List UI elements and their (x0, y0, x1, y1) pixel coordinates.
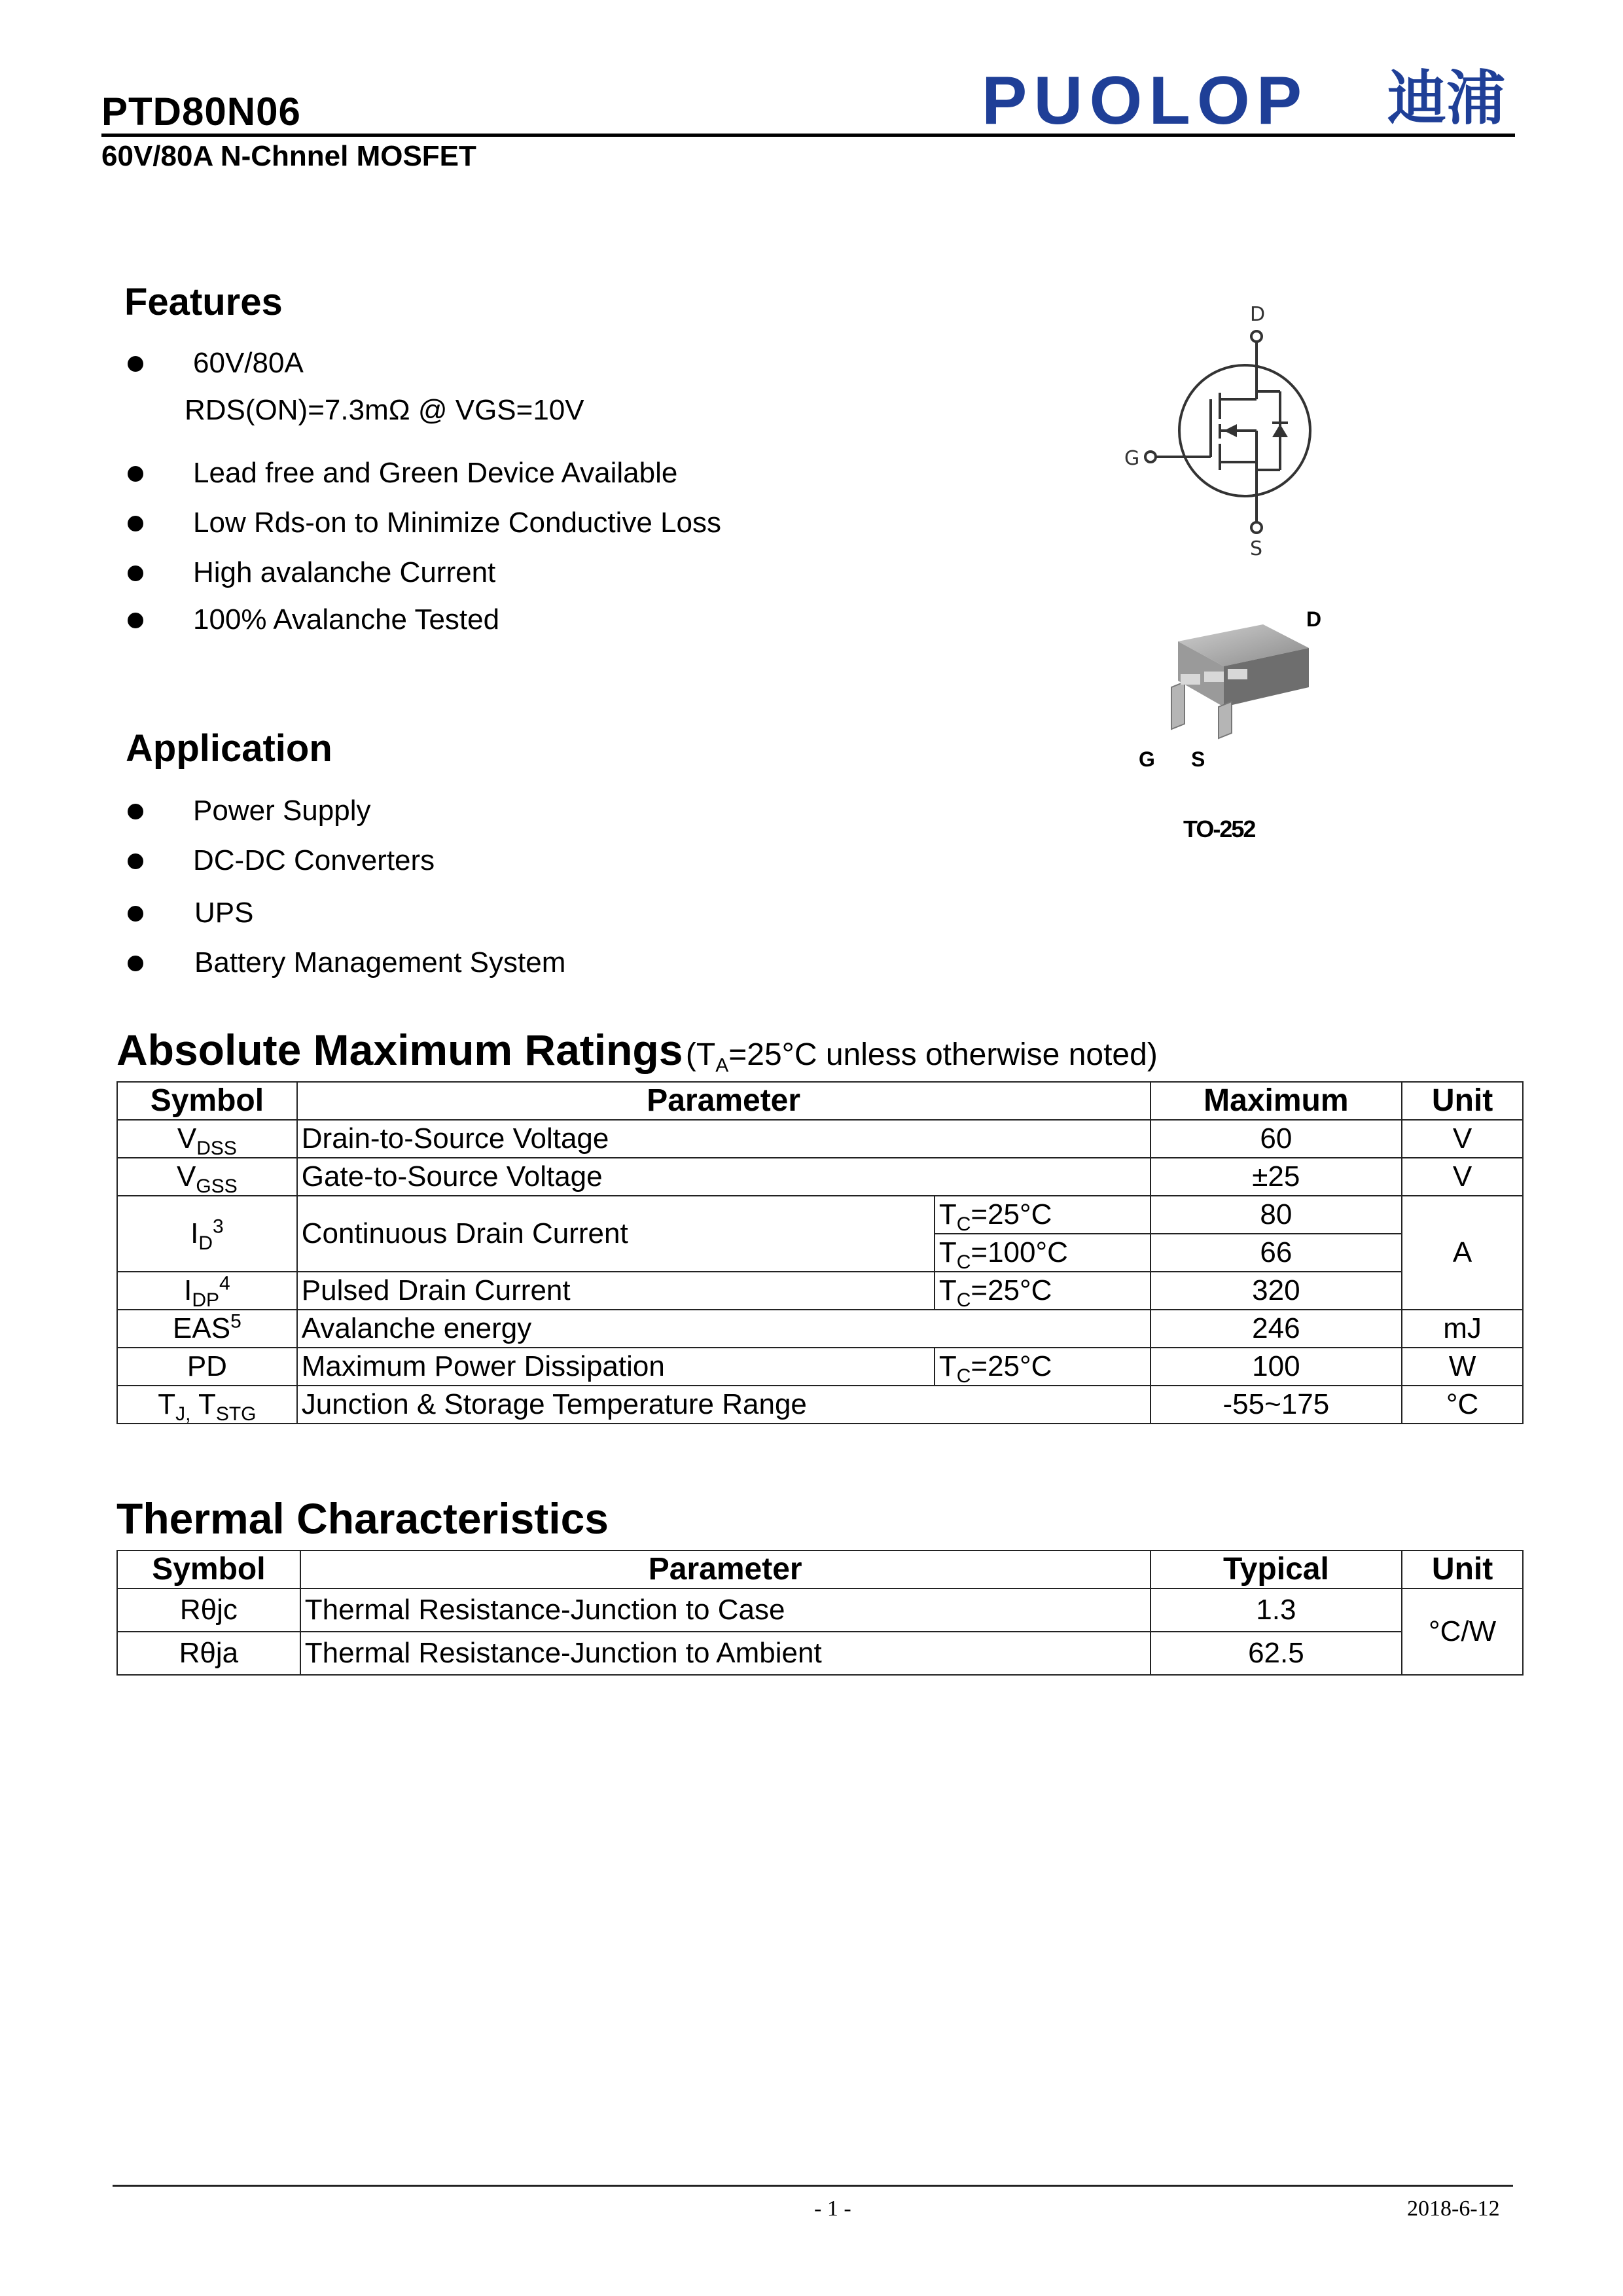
table-header-row (117, 1082, 1523, 1120)
package-drain-label: D (1306, 607, 1322, 631)
table-row (117, 1158, 1523, 1196)
max-cell: ±25 (1150, 1158, 1402, 1196)
to252-package-icon (1139, 609, 1335, 759)
mosfet-schematic-icon (1113, 301, 1322, 563)
part-subtitle: 60V/80A N-Chnnel MOSFET (101, 140, 476, 172)
symbol-cell: EAS$^5$ (117, 1310, 297, 1348)
bullet-icon (128, 853, 143, 869)
symbol-cell: PD (117, 1348, 297, 1386)
bullet-icon (128, 356, 143, 372)
unit-cell: °C/W (1402, 1588, 1523, 1675)
application-text: UPS (194, 897, 254, 929)
bullet-icon (128, 516, 143, 531)
amr-table (116, 1081, 1524, 1424)
bullet-icon (128, 613, 143, 628)
unit-cell: A (1402, 1196, 1523, 1310)
bullet-icon (128, 466, 143, 482)
symbol-cell: $V_{GSS}$ (117, 1158, 297, 1196)
page-number: - 1 - (814, 2197, 851, 2221)
symbol-cell: Rθja (117, 1632, 300, 1675)
footer-date: 2018-6-12 (1407, 2197, 1500, 2221)
max-cell: 60 (1150, 1120, 1402, 1158)
header-typical: Typical (1150, 1551, 1402, 1588)
max-cell: 320 (1150, 1272, 1402, 1310)
table-row (117, 1272, 1523, 1310)
thermal-title: Thermal Characteristics (116, 1494, 609, 1543)
symbol-cell: $T_{J,}$ $T_{STG}$ (117, 1386, 297, 1424)
schematic-source-label: S (1250, 537, 1263, 560)
feature-text: Lead free and Green Device Available (193, 457, 678, 489)
feature-text: 60V/80A (193, 347, 304, 379)
package-gate-label: G (1139, 747, 1155, 771)
parameter-cell: Junction & Storage Temperature Range (297, 1386, 1150, 1424)
condition-cell: $T_C=25^\circ C$ (935, 1272, 1150, 1310)
parameter-cell: Pulsed Drain Current (297, 1272, 935, 1310)
header-symbol: Symbol (117, 1551, 300, 1588)
feature-subline: RDS(ON)=7.3mΩ @ VGS=10V (185, 394, 584, 426)
unit-cell: W (1402, 1348, 1523, 1386)
table-row (117, 1120, 1523, 1158)
unit-cell: V (1402, 1158, 1523, 1196)
thermal-table (116, 1550, 1524, 1676)
max-cell: 80 (1150, 1196, 1402, 1234)
table-row (117, 1196, 1523, 1234)
application-text: Power Supply (193, 795, 371, 827)
symbol-cell: $I_D^3$ (117, 1196, 297, 1272)
amr-title-text: Absolute Maximum Ratings (116, 1026, 683, 1074)
symbol-cell: Rθjc (117, 1588, 300, 1632)
feature-text: 100% Avalanche Tested (193, 603, 500, 636)
application-title: Application (126, 727, 332, 770)
condition-cell: $T_C=25^\circ C$ (935, 1196, 1150, 1234)
table-row (117, 1632, 1523, 1675)
unit-cell: mJ (1402, 1310, 1523, 1348)
application-text: Battery Management System (194, 946, 566, 978)
condition-cell: $T_C=25^\circ C$ (935, 1348, 1150, 1386)
bullet-icon (128, 565, 143, 581)
features-title: Features (124, 281, 283, 323)
header-maximum: Maximum (1150, 1082, 1402, 1120)
typical-cell: 62.5 (1150, 1632, 1402, 1675)
typical-cell: 1.3 (1150, 1588, 1402, 1632)
package-name: TO-252 (1183, 816, 1255, 842)
condition-cell: $T_C=100^\circ C$ (935, 1234, 1150, 1272)
parameter-cell: Avalanche energy (297, 1310, 1150, 1348)
amr-note: ($T_A=25^\circ C$ unless otherwise noted) (685, 1037, 1158, 1077)
parameter-cell: Maximum Power Dissipation (297, 1348, 935, 1386)
symbol-cell: $I_{DP}^4$ (117, 1272, 297, 1310)
table-row (117, 1348, 1523, 1386)
max-cell: -55~175 (1150, 1386, 1402, 1424)
table-header-row (117, 1551, 1523, 1588)
amr-title (116, 1025, 1158, 1075)
logo-brand-text: PUOLOP (982, 63, 1309, 139)
schematic-drain-label: D (1250, 303, 1266, 326)
table-row (117, 1310, 1523, 1348)
header-parameter: Parameter (300, 1551, 1150, 1588)
feature-text: High avalanche Current (193, 556, 496, 588)
bullet-icon (128, 906, 143, 922)
table-row (117, 1588, 1523, 1632)
header-unit: Unit (1402, 1551, 1523, 1588)
header-parameter: Parameter (297, 1082, 1150, 1120)
feature-text: Low Rds-on to Minimize Conductive Loss (193, 507, 722, 539)
bullet-icon (128, 804, 143, 819)
parameter-cell: Gate-to-Source Voltage (297, 1158, 1150, 1196)
package-source-label: S (1191, 747, 1205, 771)
header-symbol: Symbol (117, 1082, 297, 1120)
header-unit: Unit (1402, 1082, 1523, 1120)
logo-cn-text: 迪浦 (1387, 64, 1505, 133)
footer-rule (113, 2185, 1513, 2187)
max-cell: 66 (1150, 1234, 1402, 1272)
unit-cell: V (1402, 1120, 1523, 1158)
brand-logo (982, 65, 1518, 137)
parameter-cell: Thermal Resistance-Junction to Ambient (300, 1632, 1150, 1675)
parameter-cell: Drain-to-Source Voltage (297, 1120, 1150, 1158)
symbol-cell: $V_{DSS}$ (117, 1120, 297, 1158)
unit-cell: °C (1402, 1386, 1523, 1424)
part-number: PTD80N06 (101, 90, 301, 134)
max-cell: 100 (1150, 1348, 1402, 1386)
table-row (117, 1386, 1523, 1424)
schematic-gate-label: G (1124, 447, 1140, 470)
bullet-icon (128, 956, 143, 971)
application-text: DC-DC Converters (193, 844, 435, 876)
parameter-cell: Thermal Resistance-Junction to Case (300, 1588, 1150, 1632)
parameter-cell: Continuous Drain Current (297, 1196, 935, 1272)
max-cell: 246 (1150, 1310, 1402, 1348)
